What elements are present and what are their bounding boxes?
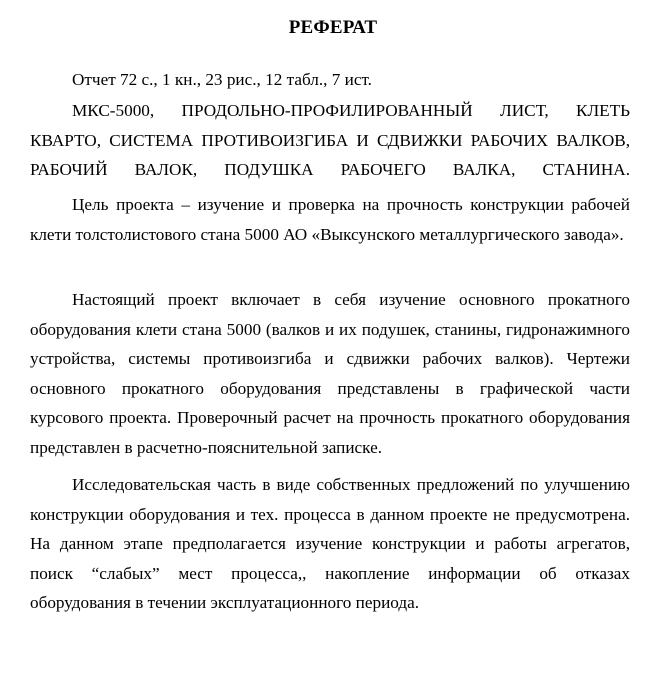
research-paragraph: Исследовательская часть в виде собственных предложений по улучшению конструкции оборудования и тех. процесса в данном проекте не предусмотрена. На данном этапе предполагается изучение конструкции и работы агрегатов, поиск “слабых” мест процесса,, накопление информации об отказах оборудования в течении эксплуатационного периода.: [30, 475, 630, 613]
scope-paragraph: Настоящий проект включает в себя изучение основного прокатного оборудования клети стана 5000 (валков и их подушек, станины, гидронажимного устройства, системы противоизгиба и сдвижки рабочих валков). Чертежи основного прокатного оборудования представлены в графической части курсового проекта. Проверочный расчет на прочность прокатного оборудования представлен в расчетно-пояснительной записке.: [30, 290, 630, 457]
keywords-paragraph: МКС-5000, ПРОДОЛЬНО-ПРОФИЛИРОВАННЫЙ ЛИСТ, КЛЕТЬ КВАРТО, СИСТЕМА ПРОТИВОИЗГИБА И СДВИЖКИ РАБОЧИХ ВАЛКОВ, РАБОЧИЙ ВАЛОК, ПОДУШКА РАБОЧЕГО ВАЛКА, СТАНИНА.: [30, 101, 630, 180]
goal-paragraph: Цель проекта – изучение и проверка на прочность конструкции рабочей клети толстолистового стана 5000 АО «Выксунского металлургического завода».: [30, 195, 630, 244]
report-info-paragraph: Отчет 72 с., 1 кн., 23 рис., 12 табл., 7 ист.: [72, 70, 372, 89]
page-title: РЕФЕРАТ: [288, 17, 378, 38]
